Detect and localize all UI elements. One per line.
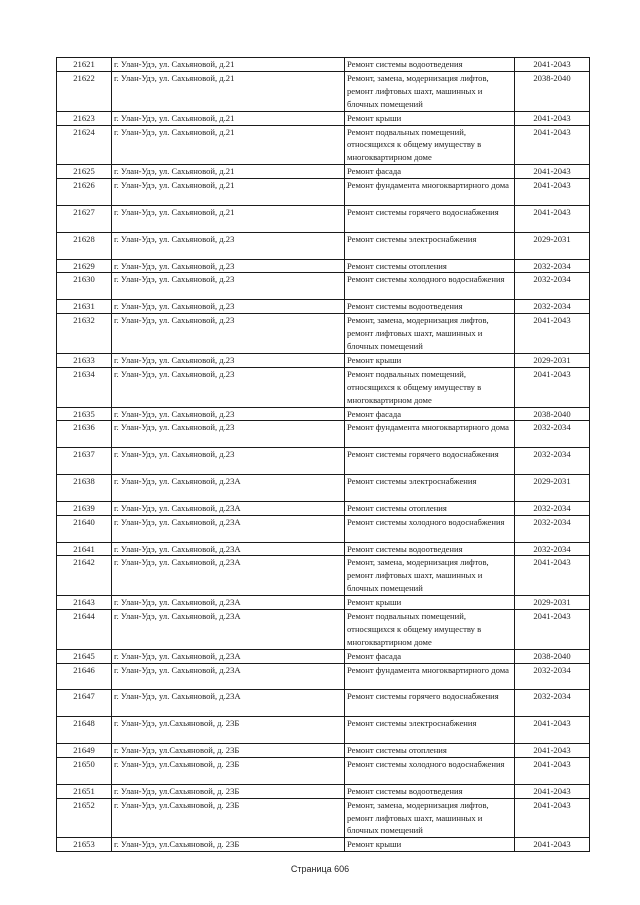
table-row	[57, 205, 590, 232]
row-id-cell: 21622	[57, 71, 112, 111]
row-id-cell: 21644	[57, 610, 112, 650]
address-cell: г. Улан-Удэ, ул. Сахьяновой, д.23	[112, 300, 345, 314]
address-cell: г. Улан-Удэ, ул. Сахьяновой, д.23	[112, 232, 345, 259]
repair-schedule-table	[56, 57, 590, 852]
address-cell: г. Улан-Удэ, ул. Сахьяновой, д.21	[112, 125, 345, 165]
row-id-cell: 21650	[57, 757, 112, 784]
period-cell: 2032-2034	[515, 421, 590, 448]
period-cell: 2032-2034	[515, 663, 590, 690]
period-cell: 2032-2034	[515, 273, 590, 300]
address-cell: г. Улан-Удэ, ул. Сахьяновой, д.23	[112, 421, 345, 448]
address-cell: г. Улан-Удэ, ул. Сахьяновой, д.23А	[112, 501, 345, 515]
period-cell: 2029-2031	[515, 596, 590, 610]
table-row	[57, 610, 590, 650]
address-cell: г. Улан-Удэ, ул.Сахьяновой, д. 23Б	[112, 717, 345, 744]
period-cell: 2041-2043	[515, 367, 590, 407]
address-cell: г. Улан-Удэ, ул. Сахьяновой, д.23	[112, 367, 345, 407]
work-type-cell: Ремонт системы отопления	[345, 501, 515, 515]
table-row	[57, 273, 590, 300]
period-cell: 2041-2043	[515, 717, 590, 744]
address-cell: г. Улан-Удэ, ул. Сахьяновой, д.23	[112, 314, 345, 354]
row-id-cell: 21637	[57, 448, 112, 475]
period-cell: 2029-2031	[515, 353, 590, 367]
row-id-cell: 21636	[57, 421, 112, 448]
period-cell: 2032-2034	[515, 542, 590, 556]
row-id-cell: 21632	[57, 314, 112, 354]
work-type-cell: Ремонт системы холодного водоснабжения	[345, 757, 515, 784]
work-type-cell: Ремонт фундамента многоквартирного дома	[345, 663, 515, 690]
work-type-cell: Ремонт крыши	[345, 353, 515, 367]
row-id-cell: 21640	[57, 515, 112, 542]
address-cell: г. Улан-Удэ, ул.Сахьяновой, д. 23Б	[112, 744, 345, 758]
table-row	[57, 515, 590, 542]
row-id-cell: 21625	[57, 165, 112, 179]
table-row	[57, 542, 590, 556]
period-cell: 2038-2040	[515, 649, 590, 663]
row-id-cell: 21643	[57, 596, 112, 610]
address-cell: г. Улан-Удэ, ул. Сахьяновой, д.23А	[112, 556, 345, 596]
period-cell: 2041-2043	[515, 58, 590, 72]
address-cell: г. Улан-Удэ, ул. Сахьяновой, д.23	[112, 407, 345, 421]
row-id-cell: 21630	[57, 273, 112, 300]
work-type-cell: Ремонт фундамента многоквартирного дома	[345, 421, 515, 448]
table-row	[57, 300, 590, 314]
table-row	[57, 838, 590, 852]
work-type-cell: Ремонт подвальных помещений, относящихся к общему имуществу в многоквартирном доме	[345, 125, 515, 165]
page-number: Страница 606	[290, 864, 350, 874]
period-cell: 2041-2043	[515, 798, 590, 838]
period-cell: 2032-2034	[515, 501, 590, 515]
address-cell: г. Улан-Удэ, ул. Сахьяновой, д.23А	[112, 690, 345, 717]
period-cell: 2032-2034	[515, 259, 590, 273]
work-type-cell: Ремонт крыши	[345, 596, 515, 610]
address-cell: г. Улан-Удэ, ул.Сахьяновой, д. 23Б	[112, 784, 345, 798]
row-id-cell: 21653	[57, 838, 112, 852]
work-type-cell: Ремонт системы водоотведения	[345, 300, 515, 314]
table-row	[57, 165, 590, 179]
table-row	[57, 663, 590, 690]
work-type-cell: Ремонт системы холодного водоснабжения	[345, 515, 515, 542]
work-type-cell: Ремонт системы электроснабжения	[345, 232, 515, 259]
row-id-cell: 21639	[57, 501, 112, 515]
table-row	[57, 475, 590, 502]
address-cell: г. Улан-Удэ, ул. Сахьяновой, д.23А	[112, 596, 345, 610]
repair-schedule-body	[57, 58, 590, 852]
table-row	[57, 784, 590, 798]
table-row	[57, 111, 590, 125]
work-type-cell: Ремонт фундамента многоквартирного дома	[345, 179, 515, 206]
address-cell: г. Улан-Удэ, ул. Сахьяновой, д.23А	[112, 610, 345, 650]
table-row	[57, 58, 590, 72]
row-id-cell: 21652	[57, 798, 112, 838]
period-cell: 2032-2034	[515, 515, 590, 542]
work-type-cell: Ремонт подвальных помещений, относящихся к общему имуществу в многоквартирном доме	[345, 367, 515, 407]
table-row	[57, 448, 590, 475]
row-id-cell: 21626	[57, 179, 112, 206]
row-id-cell: 21624	[57, 125, 112, 165]
table-row	[57, 717, 590, 744]
row-id-cell: 21629	[57, 259, 112, 273]
period-cell: 2038-2040	[515, 407, 590, 421]
period-cell: 2032-2034	[515, 690, 590, 717]
work-type-cell: Ремонт, замена, модернизация лифтов, ремонт лифтовых шахт, машинных и блочных помещений	[345, 556, 515, 596]
work-type-cell: Ремонт системы электроснабжения	[345, 717, 515, 744]
period-cell: 2038-2040	[515, 71, 590, 111]
table-row	[57, 179, 590, 206]
table-row	[57, 232, 590, 259]
row-id-cell: 21645	[57, 649, 112, 663]
address-cell: г. Улан-Удэ, ул. Сахьяновой, д.21	[112, 71, 345, 111]
period-cell: 2041-2043	[515, 610, 590, 650]
table-row	[57, 367, 590, 407]
table-row	[57, 421, 590, 448]
table-row	[57, 125, 590, 165]
address-cell: г. Улан-Удэ, ул. Сахьяновой, д.23А	[112, 663, 345, 690]
address-cell: г. Улан-Удэ, ул. Сахьяновой, д.23	[112, 273, 345, 300]
period-cell: 2029-2031	[515, 232, 590, 259]
work-type-cell: Ремонт системы горячего водоснабжения	[345, 205, 515, 232]
address-cell: г. Улан-Удэ, ул.Сахьяновой, д. 23Б	[112, 798, 345, 838]
table-row	[57, 556, 590, 596]
period-cell: 2041-2043	[515, 179, 590, 206]
table-row	[57, 798, 590, 838]
period-cell: 2041-2043	[515, 314, 590, 354]
work-type-cell: Ремонт системы электроснабжения	[345, 475, 515, 502]
work-type-cell: Ремонт, замена, модернизация лифтов, ремонт лифтовых шахт, машинных и блочных помещений	[345, 314, 515, 354]
period-cell: 2041-2043	[515, 111, 590, 125]
address-cell: г. Улан-Удэ, ул. Сахьяновой, д.23А	[112, 542, 345, 556]
address-cell: г. Улан-Удэ, ул. Сахьяновой, д.21	[112, 205, 345, 232]
row-id-cell: 21623	[57, 111, 112, 125]
table-row	[57, 690, 590, 717]
work-type-cell: Ремонт системы водоотведения	[345, 784, 515, 798]
period-cell: 2041-2043	[515, 757, 590, 784]
row-id-cell: 21621	[57, 58, 112, 72]
row-id-cell: 21635	[57, 407, 112, 421]
period-cell: 2029-2031	[515, 475, 590, 502]
period-cell: 2041-2043	[515, 784, 590, 798]
address-cell: г. Улан-Удэ, ул. Сахьяновой, д.21	[112, 179, 345, 206]
work-type-cell: Ремонт, замена, модернизация лифтов, ремонт лифтовых шахт, машинных и блочных помещений	[345, 798, 515, 838]
table-row	[57, 407, 590, 421]
address-cell: г. Улан-Удэ, ул. Сахьяновой, д.21	[112, 58, 345, 72]
table-row	[57, 757, 590, 784]
work-type-cell: Ремонт фасада	[345, 165, 515, 179]
address-cell: г. Улан-Удэ, ул. Сахьяновой, д.21	[112, 111, 345, 125]
row-id-cell: 21648	[57, 717, 112, 744]
work-type-cell: Ремонт крыши	[345, 838, 515, 852]
table-row	[57, 596, 590, 610]
work-type-cell: Ремонт системы водоотведения	[345, 58, 515, 72]
period-cell: 2041-2043	[515, 205, 590, 232]
period-cell: 2041-2043	[515, 744, 590, 758]
work-type-cell: Ремонт крыши	[345, 111, 515, 125]
table-row	[57, 501, 590, 515]
address-cell: г. Улан-Удэ, ул. Сахьяновой, д.23	[112, 259, 345, 273]
work-type-cell: Ремонт системы холодного водоснабжения	[345, 273, 515, 300]
work-type-cell: Ремонт системы горячего водоснабжения	[345, 690, 515, 717]
work-type-cell: Ремонт системы горячего водоснабжения	[345, 448, 515, 475]
row-id-cell: 21633	[57, 353, 112, 367]
table-row	[57, 259, 590, 273]
work-type-cell: Ремонт системы отопления	[345, 259, 515, 273]
row-id-cell: 21651	[57, 784, 112, 798]
address-cell: г. Улан-Удэ, ул. Сахьяновой, д.23А	[112, 515, 345, 542]
address-cell: г. Улан-Удэ, ул. Сахьяновой, д.23А	[112, 649, 345, 663]
work-type-cell: Ремонт подвальных помещений, относящихся к общему имуществу в многоквартирном доме	[345, 610, 515, 650]
period-cell: 2032-2034	[515, 300, 590, 314]
period-cell: 2032-2034	[515, 448, 590, 475]
work-type-cell: Ремонт фасада	[345, 649, 515, 663]
period-cell: 2041-2043	[515, 838, 590, 852]
row-id-cell: 21647	[57, 690, 112, 717]
table-row	[57, 649, 590, 663]
row-id-cell: 21627	[57, 205, 112, 232]
period-cell: 2041-2043	[515, 125, 590, 165]
row-id-cell: 21628	[57, 232, 112, 259]
row-id-cell: 21642	[57, 556, 112, 596]
address-cell: г. Улан-Удэ, ул. Сахьяновой, д.23	[112, 448, 345, 475]
work-type-cell: Ремонт, замена, модернизация лифтов, ремонт лифтовых шахт, машинных и блочных помещений	[345, 71, 515, 111]
work-type-cell: Ремонт фасада	[345, 407, 515, 421]
period-cell: 2041-2043	[515, 556, 590, 596]
row-id-cell: 21638	[57, 475, 112, 502]
table-row	[57, 314, 590, 354]
address-cell: г. Улан-Удэ, ул. Сахьяновой, д.23А	[112, 475, 345, 502]
row-id-cell: 21641	[57, 542, 112, 556]
period-cell: 2041-2043	[515, 165, 590, 179]
address-cell: г. Улан-Удэ, ул. Сахьяновой, д.21	[112, 165, 345, 179]
row-id-cell: 21649	[57, 744, 112, 758]
row-id-cell: 21646	[57, 663, 112, 690]
table-row	[57, 744, 590, 758]
table-row	[57, 353, 590, 367]
address-cell: г. Улан-Удэ, ул. Сахьяновой, д.23	[112, 353, 345, 367]
row-id-cell: 21634	[57, 367, 112, 407]
address-cell: г. Улан-Удэ, ул.Сахьяновой, д. 23Б	[112, 757, 345, 784]
work-type-cell: Ремонт системы водоотведения	[345, 542, 515, 556]
table-row	[57, 71, 590, 111]
row-id-cell: 21631	[57, 300, 112, 314]
address-cell: г. Улан-Удэ, ул.Сахьяновой, д. 23Б	[112, 838, 345, 852]
work-type-cell: Ремонт системы отопления	[345, 744, 515, 758]
